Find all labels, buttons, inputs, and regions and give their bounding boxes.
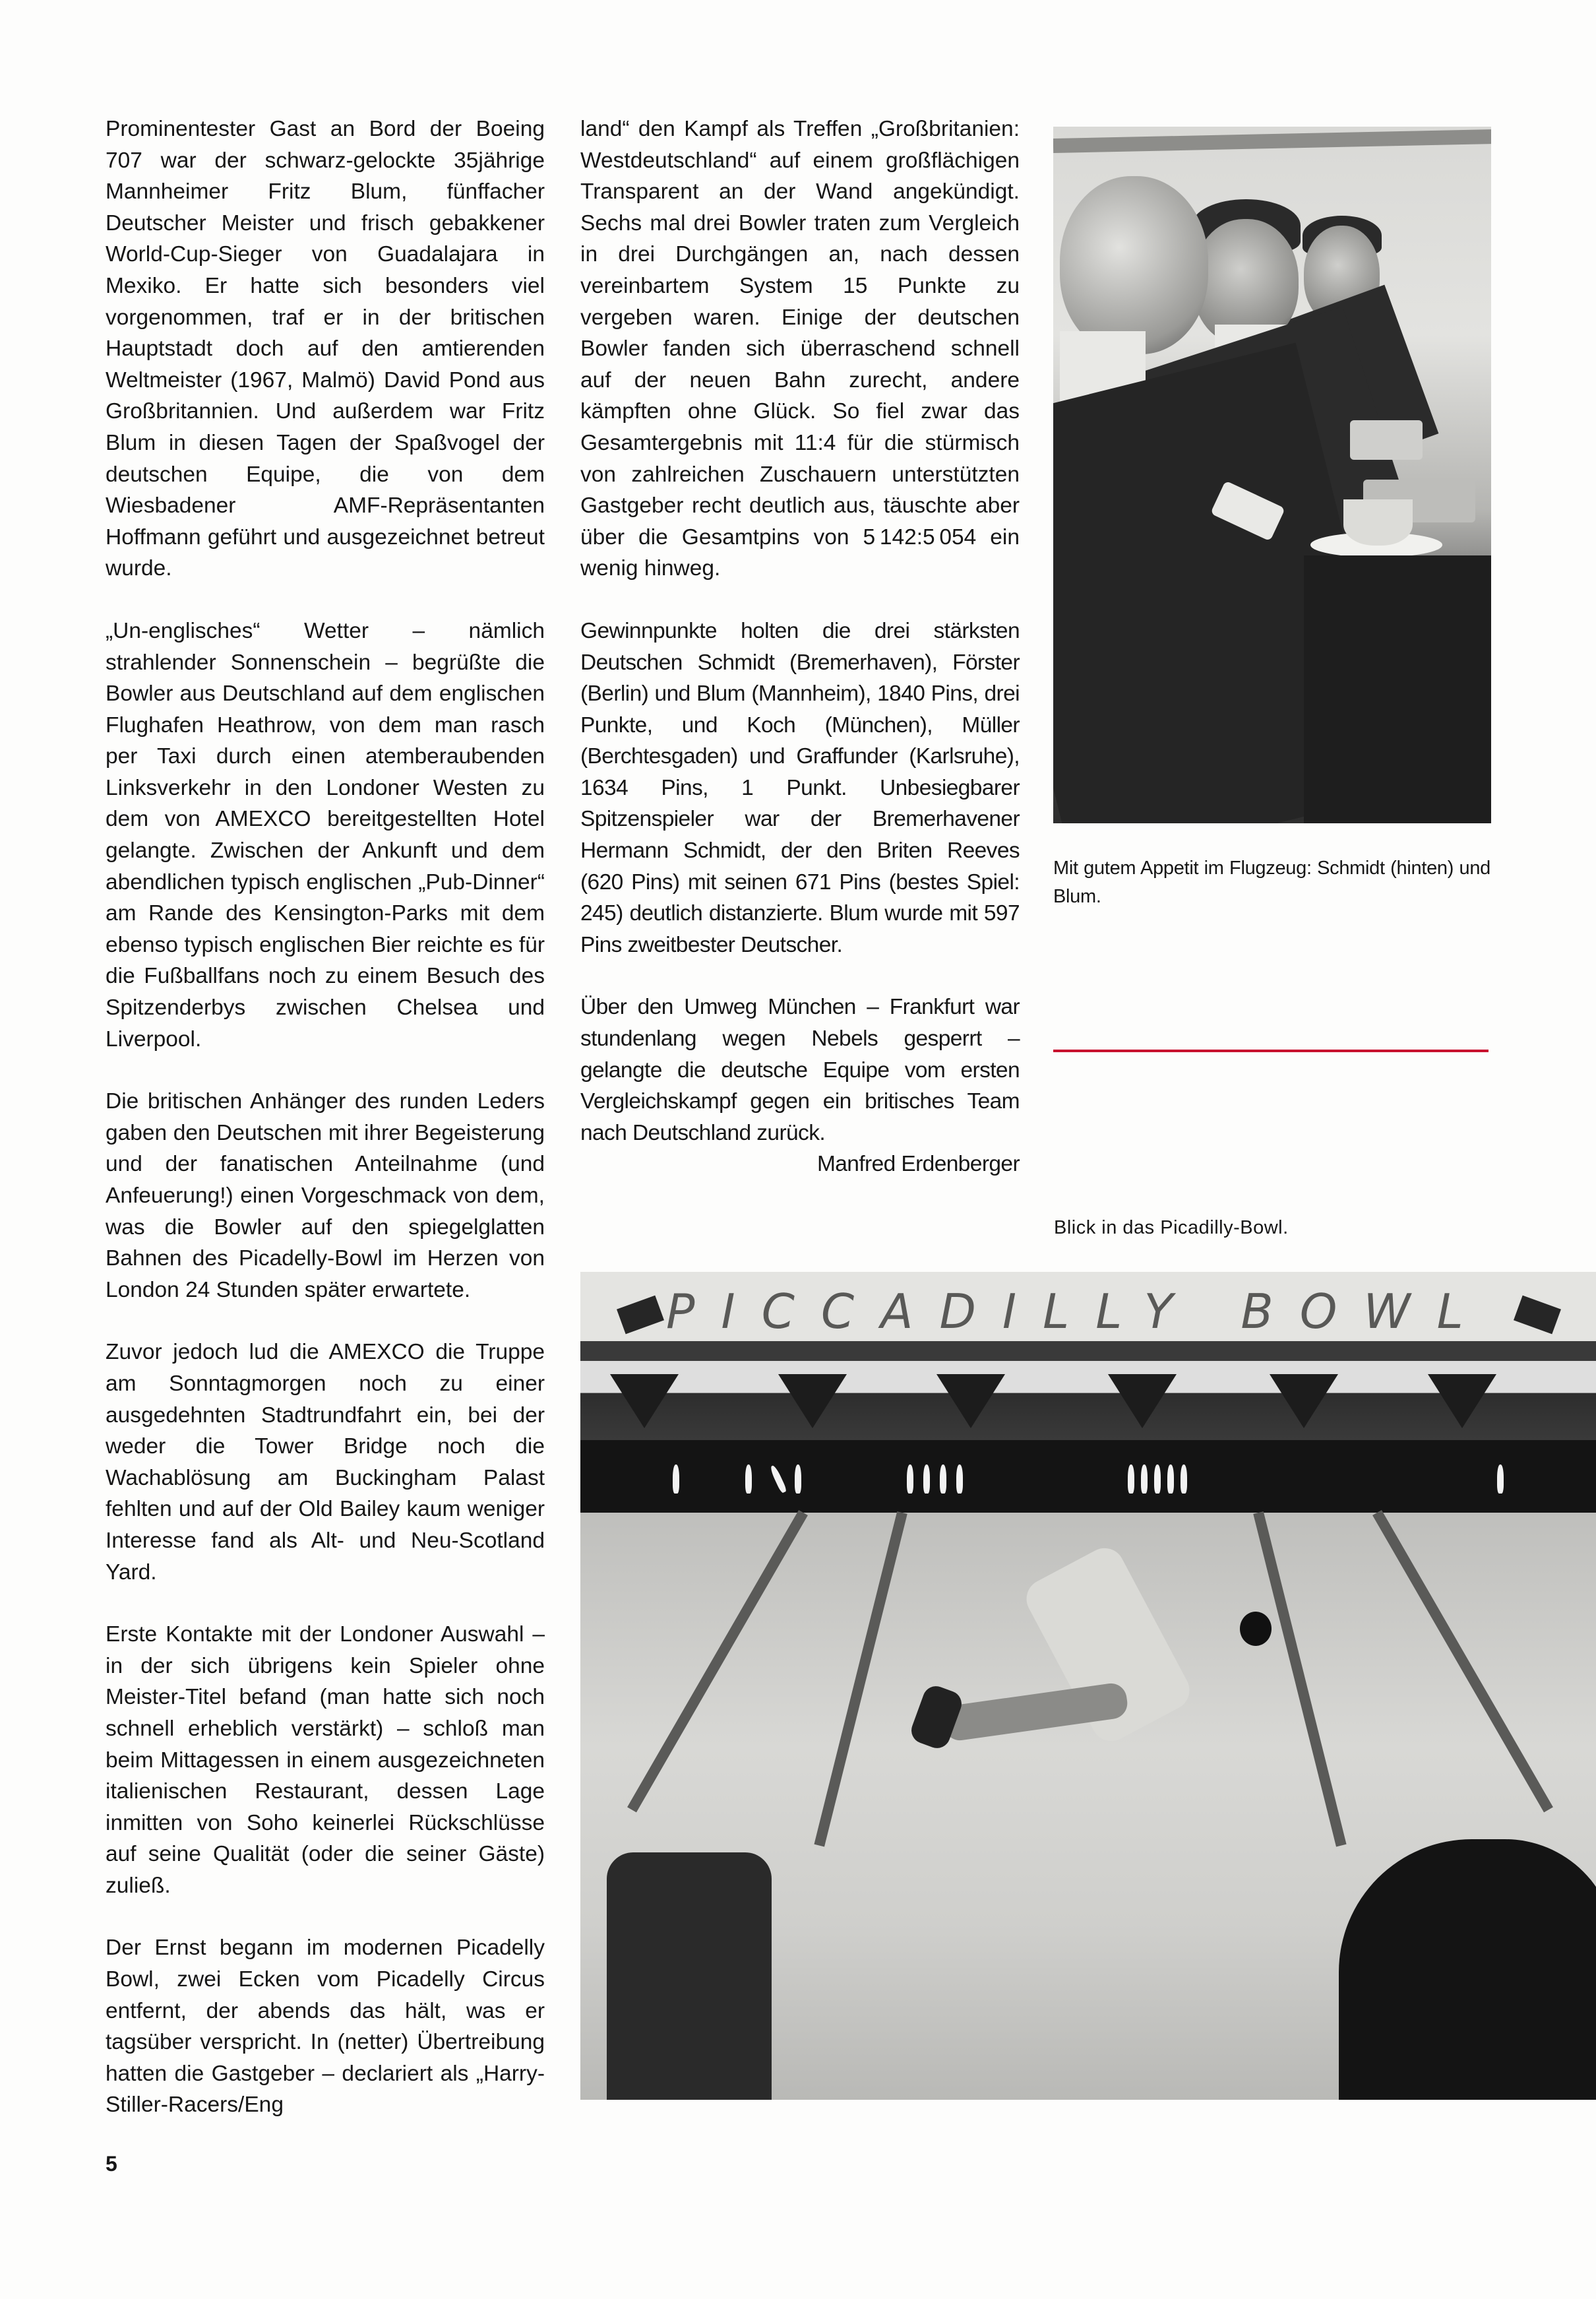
closing-paragraph bbox=[580, 992, 1020, 1180]
paragraph: Die britischen Anhänger des runden Leders gaben den Deutschen mit ihrer Begeisterung und der fanatischen Anteilnahme (und Anfeuerung!) einen Vorgeschmack von dem, was die Bowler auf den spiegelglatten Bahnen des Picadelly-Bowl im Herzen von London 24 Stunden später erwartete. bbox=[106, 1089, 545, 1302]
bowling-ball-icon bbox=[1240, 1612, 1272, 1646]
food-tray bbox=[1350, 420, 1423, 460]
author-byline: Manfred Erdenberger bbox=[816, 1152, 1020, 1177]
spectator-silhouette bbox=[607, 1852, 772, 2100]
triangle-mask-icon bbox=[778, 1374, 847, 1428]
article-column-2 bbox=[580, 113, 1020, 1180]
bowling-pin-icon bbox=[673, 1464, 679, 1494]
bowling-pin-icon bbox=[1141, 1464, 1148, 1494]
page-number: 5 bbox=[106, 2152, 117, 2176]
bowling-pin-icon bbox=[1497, 1464, 1504, 1494]
pin-deck bbox=[580, 1440, 1596, 1513]
spectator-silhouette bbox=[1339, 1839, 1596, 2100]
bowling-pin-icon bbox=[907, 1464, 913, 1494]
ceiling-beam bbox=[580, 1341, 1596, 1361]
bowling-pin-icon bbox=[1154, 1464, 1161, 1494]
paragraph: Über den Umweg München – Frankfurt war stundenlang wegen Nebels gesperrt – gelangte die deutsche Equipe vom ersten Vergleichskampf gegen ein britisches Team nach Deutschland zurück. bbox=[580, 995, 1020, 1145]
window-frame bbox=[1053, 129, 1491, 153]
head bbox=[1060, 176, 1208, 354]
triangle-mask-icon bbox=[1270, 1374, 1338, 1428]
paragraph: Erste Kontakte mit der Londoner Auswahl – in der sich übrigens kein Spieler ohne Meister-Titel befand (man hatte sich noch schnell erheblich verstärkt) – schloß man beim Mittagessen in einem ausgezeichneten italienischen Restaurant, dessen Lage inmitten von Soho keinerlei Rückschlüsse auf seine Qualität (oder die seiner Gäste) zuließ. bbox=[106, 1622, 545, 1898]
bowling-pin-icon bbox=[795, 1464, 801, 1494]
paragraph: Gewinnpunkte holten die drei stärksten Deutschen Schmidt (Bremerhaven), Förster (Berlin) und Blum (Mannheim), 1840 Pins, drei Punkte, und Koch (München), Müller (Berchtesgaden) und Graffunder (Karlsruhe), 1634 Pins, 1 Punkt. Unbesiegbarer Spitzenspieler war der Bremerhavener Hermann Schmidt, der den Briten Reeves (620 Pins) mit seinen 671 Pins (bestes Spiel: 245) deutlich distanzierte. Blum wurde mit 597 Pins zweitbester Deutscher. bbox=[580, 618, 1020, 957]
paragraph: land“ den Kampf als Treffen „Großbritanien: Westdeutschland“ auf einem großflächigen Transparent an der Wand angekündigt. Sechs mal drei Bowler traten zum Vergleich in drei Durchgängen an, nach dessen vereinbartem System 15 Punkte zu vergeben waren. Einige der deutschen Bowler fanden sich überraschend schnell auf der neuen Bahn zurecht, andere kämpften ohne Glück. So fiel zwar das Gesamtergebnis mit 11:4 für die stürmisch von zahlreichen Zuschauern unterstützten Gastgeber recht deutlich aus, täuschte aber über die Gesamtpins von 5 142:5 054 ein wenig hinweg. bbox=[580, 117, 1020, 581]
red-divider-rule bbox=[1053, 1050, 1489, 1052]
triangle-mask-icon bbox=[1108, 1374, 1177, 1428]
triangle-mask-icon bbox=[936, 1374, 1005, 1428]
photo-caption-airplane: Mit gutem Appetit im Flugzeug: Schmidt (hinten) und Blum. bbox=[1053, 858, 1490, 907]
bowling-pin-icon bbox=[923, 1464, 930, 1494]
paragraph: „Un-englisches“ Wetter – nämlich strahlender Sonnenschein – begrüßte die Bowler aus Deutschland auf dem englischen Flughafen Heathrow, von dem man rasch per Taxi durch einen atemberaubenden Linksverkehr in den Londoner Westen zu dem von AMEXCO bereitgestellten Hotel gelangte. Zwischen der Ankunft und dem abendlichen typisch englischen „Pub-Dinner“ am Rande des Kensington-Parks mit dem ebenso typisch englischen Bier reichte es für die Fußballfans noch zu einem Besuch des Spitzenderbys zwischen Chelsea und Liverpool. bbox=[106, 618, 545, 1052]
photo-bowling-alley bbox=[580, 1272, 1596, 2100]
photo-airplane-dinner bbox=[1053, 127, 1491, 823]
paragraph: Zuvor jedoch lud die AMEXCO die Truppe am Sonntagmorgen noch zu einer ausgedehnten Stadtrundfahrt ein, bei der weder die Tower Bridge noch die Wachablösung am Buckingham Palast fehlten und auf der Old Bailey kaum weniger Interesse fand als Alt- und Neu-Scotland Yard. bbox=[106, 1340, 545, 1585]
paragraph: Prominentester Gast an Bord der Boeing 707 war der schwarz-gelockte 35jährige Mannheimer Fritz Blum, fünffacher Deutscher Meister und frisch gebakkener World-Cup-Sieger von Guadalajara in Mexiko. Er hatte sich besonders viel vorgenommen, traf er in der britischen Hauptstadt doch auf den amtierenden Weltmeister (1967, Malmö) David Pond aus Großbritannien. Und außerdem war Fritz Blum in diesen Tagen der Spaßvogel der deutschen Equipe, die von dem Wiesbadener AMF-Repräsentanten Hoffmann geführt und ausgezeichnet betreut wurde. bbox=[106, 117, 545, 581]
signature-line bbox=[580, 1149, 1020, 1180]
piccadilly-bowl-sign: PICCADILLY BOWL bbox=[666, 1284, 1490, 1339]
triangle-mask-icon bbox=[1428, 1374, 1496, 1428]
article-column-1 bbox=[106, 113, 545, 2121]
bowling-pin-icon bbox=[1181, 1464, 1187, 1494]
bowling-pin-icon bbox=[745, 1464, 752, 1494]
bowling-pin-icon bbox=[1128, 1464, 1134, 1494]
paragraph: Der Ernst begann im modernen Picadelly Bowl, zwei Ecken vom Picadelly Circus entfernt, der abends das hält, was er tagsüber verspricht. In (netter) Übertreibung hatten die Gastgeber – declariert als „Harry-Stiller-Racers/Eng bbox=[106, 1936, 545, 2118]
bowling-pin-icon bbox=[1167, 1464, 1174, 1494]
bowling-pin-icon bbox=[940, 1464, 946, 1494]
bowling-pin-icon bbox=[956, 1464, 963, 1494]
photo-caption-bowling: Blick in das Picadilly-Bowl. bbox=[1054, 1217, 1289, 1238]
triangle-mask-icon bbox=[610, 1374, 679, 1428]
cup bbox=[1343, 499, 1413, 546]
seat-back bbox=[1304, 555, 1491, 823]
